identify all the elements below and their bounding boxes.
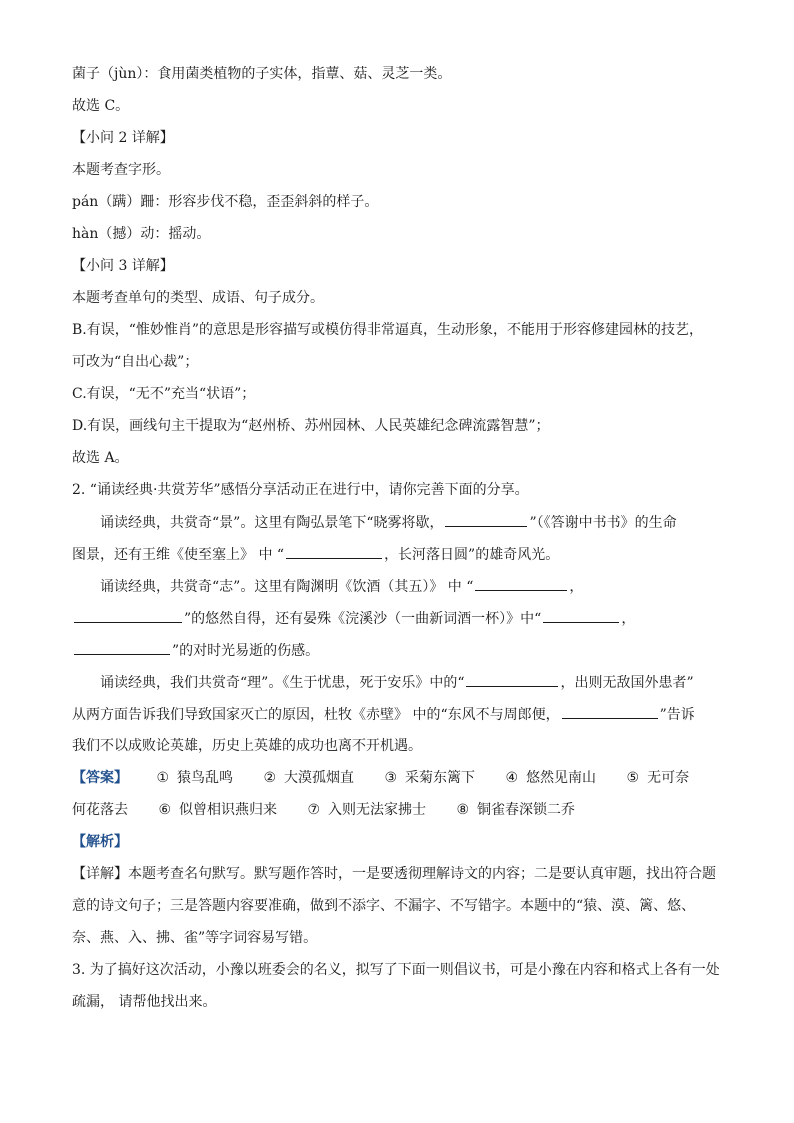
- text-line: B.有误，“惟妙惟肖”的意思是形容描写或模仿得非常逼真，生动形象，不能用于形容修建园林的技艺，: [72, 322, 704, 338]
- paragraph-line: [72, 608, 635, 629]
- text-span: ，: [569, 579, 584, 595]
- fill-blank: [543, 608, 619, 623]
- text-span: 从两方面告诉我们导致国家灭亡的原因，杜牧《赤壁》 中的“东风不与周郎便，: [72, 707, 560, 723]
- fill-blank: [74, 608, 182, 623]
- paragraph-line: [72, 672, 694, 693]
- text-span: 诵读经典，共赏奇“志”。这里有陶渊明《饮酒（其五）》 中 “: [100, 579, 474, 595]
- text-span: 诵读经典，我们共赏奇“理”。《生于忧患，死于安乐》中的“: [100, 675, 465, 691]
- text-line: 菌子（jùn）：食用菌类植物的子实体，指蕈、菇、灵芝一类。: [72, 66, 452, 82]
- text-span: ”告诉: [659, 707, 695, 723]
- text-line: 奈、燕、入、拂、雀”等字词容易写错。: [72, 930, 318, 946]
- text-span: ，: [621, 611, 636, 627]
- text-line: pán（蹒）跚：形容步伐不稳，歪歪斜斜的样子。: [72, 194, 379, 210]
- answer-line: [72, 800, 601, 820]
- text-span: ”（《答谢中书书》的生命: [529, 515, 677, 531]
- answer-item: ③ 采菊东篱下: [384, 770, 476, 786]
- fill-blank: [562, 704, 658, 719]
- answer-item: ⑤ 无可奈: [626, 770, 690, 786]
- answer-tag: 【答案】: [72, 770, 128, 786]
- text-span: ”的悠然自得，还有晏殊《浣溪沙（一曲新词酒一杯）》中“: [184, 611, 542, 627]
- analysis-tag: 【解析】: [72, 834, 128, 850]
- text-line: 疏漏， 请帮他找出来。: [72, 994, 217, 1010]
- paragraph-line: [72, 576, 583, 597]
- text-line: 故选 A。: [72, 450, 129, 466]
- answer-item: ④ 悠然见南山: [505, 770, 597, 786]
- question-title: 3. 为了搞好这次活动，小豫以班委会的名义，拟写了下面一则倡议书，可是小豫在内容和格式上各有一处: [72, 962, 720, 978]
- text-line: hàn（撼）动：摇动。: [72, 226, 211, 242]
- fill-blank: [445, 512, 527, 527]
- text-line: 意的诗文句子；三是答题内容要准确，做到不添字、不漏字、不写错字。本题中的“猿、漠、篱、悠、: [72, 898, 696, 914]
- text-span: 我们不以成败论英雄，历史上英雄的成功也离不开机遇。: [72, 738, 422, 754]
- answer-item: 何花落去: [72, 802, 128, 818]
- text-line: 本题考查单句的类型、成语、句子成分。: [72, 290, 324, 306]
- text-line: D.有误，画线句主干提取为“赵州桥、苏州园林、人民英雄纪念碑流露智慧”；: [72, 418, 550, 434]
- fill-blank: [286, 544, 382, 559]
- text-line: 故选 C。: [72, 98, 130, 114]
- answer-item: ② 大漠孤烟直: [263, 770, 355, 786]
- answer-line: [72, 768, 689, 788]
- text-span: ，长河落日圆”的雄奇风光。: [384, 547, 560, 563]
- text-line: 本题考查字形。: [72, 162, 170, 178]
- paragraph-line: [72, 544, 559, 565]
- paragraph-line: [72, 512, 677, 533]
- paragraph-line: [72, 640, 319, 661]
- answer-item: ⑥ 似曾相识燕归来: [158, 802, 278, 818]
- answer-item: ⑧ 铜雀春深锁二乔: [456, 802, 576, 818]
- fill-blank: [475, 576, 567, 591]
- section-heading: 【小问 3 详解】: [72, 258, 174, 274]
- fill-blank: [466, 672, 558, 687]
- question-title: 2. “诵读经典·共赏芳华”感悟分享活动正在进行中，请你完善下面的分享。: [72, 482, 529, 498]
- text-line: 可改为“自出心裁”；: [72, 354, 199, 370]
- text-span: 图景，还有王维《使至塞上》 中 “: [72, 547, 285, 563]
- text-line: 【详解】本题考查名句默写。默写题作答时，一是要透彻理解诗文的内容；二是要认真审题，找出符合题: [72, 866, 716, 882]
- answer-item: ⑦ 入则无法家拂士: [307, 802, 427, 818]
- answer-item: ① 猿鸟乱鸣: [156, 770, 234, 786]
- paragraph-line: [72, 736, 422, 756]
- text-span: 诵读经典，共赏奇“景”。这里有陶弘景笔下“晓雾将歇，: [100, 515, 444, 531]
- paragraph-line: [72, 704, 695, 725]
- text-line: C.有误，“无不”充当“状语”；: [72, 386, 256, 402]
- text-span: ”的对时光易逝的伤感。: [172, 643, 320, 659]
- text-span: ，出则无敌国外患者”: [560, 675, 694, 691]
- section-heading: 【小问 2 详解】: [72, 130, 174, 146]
- fill-blank: [74, 640, 170, 655]
